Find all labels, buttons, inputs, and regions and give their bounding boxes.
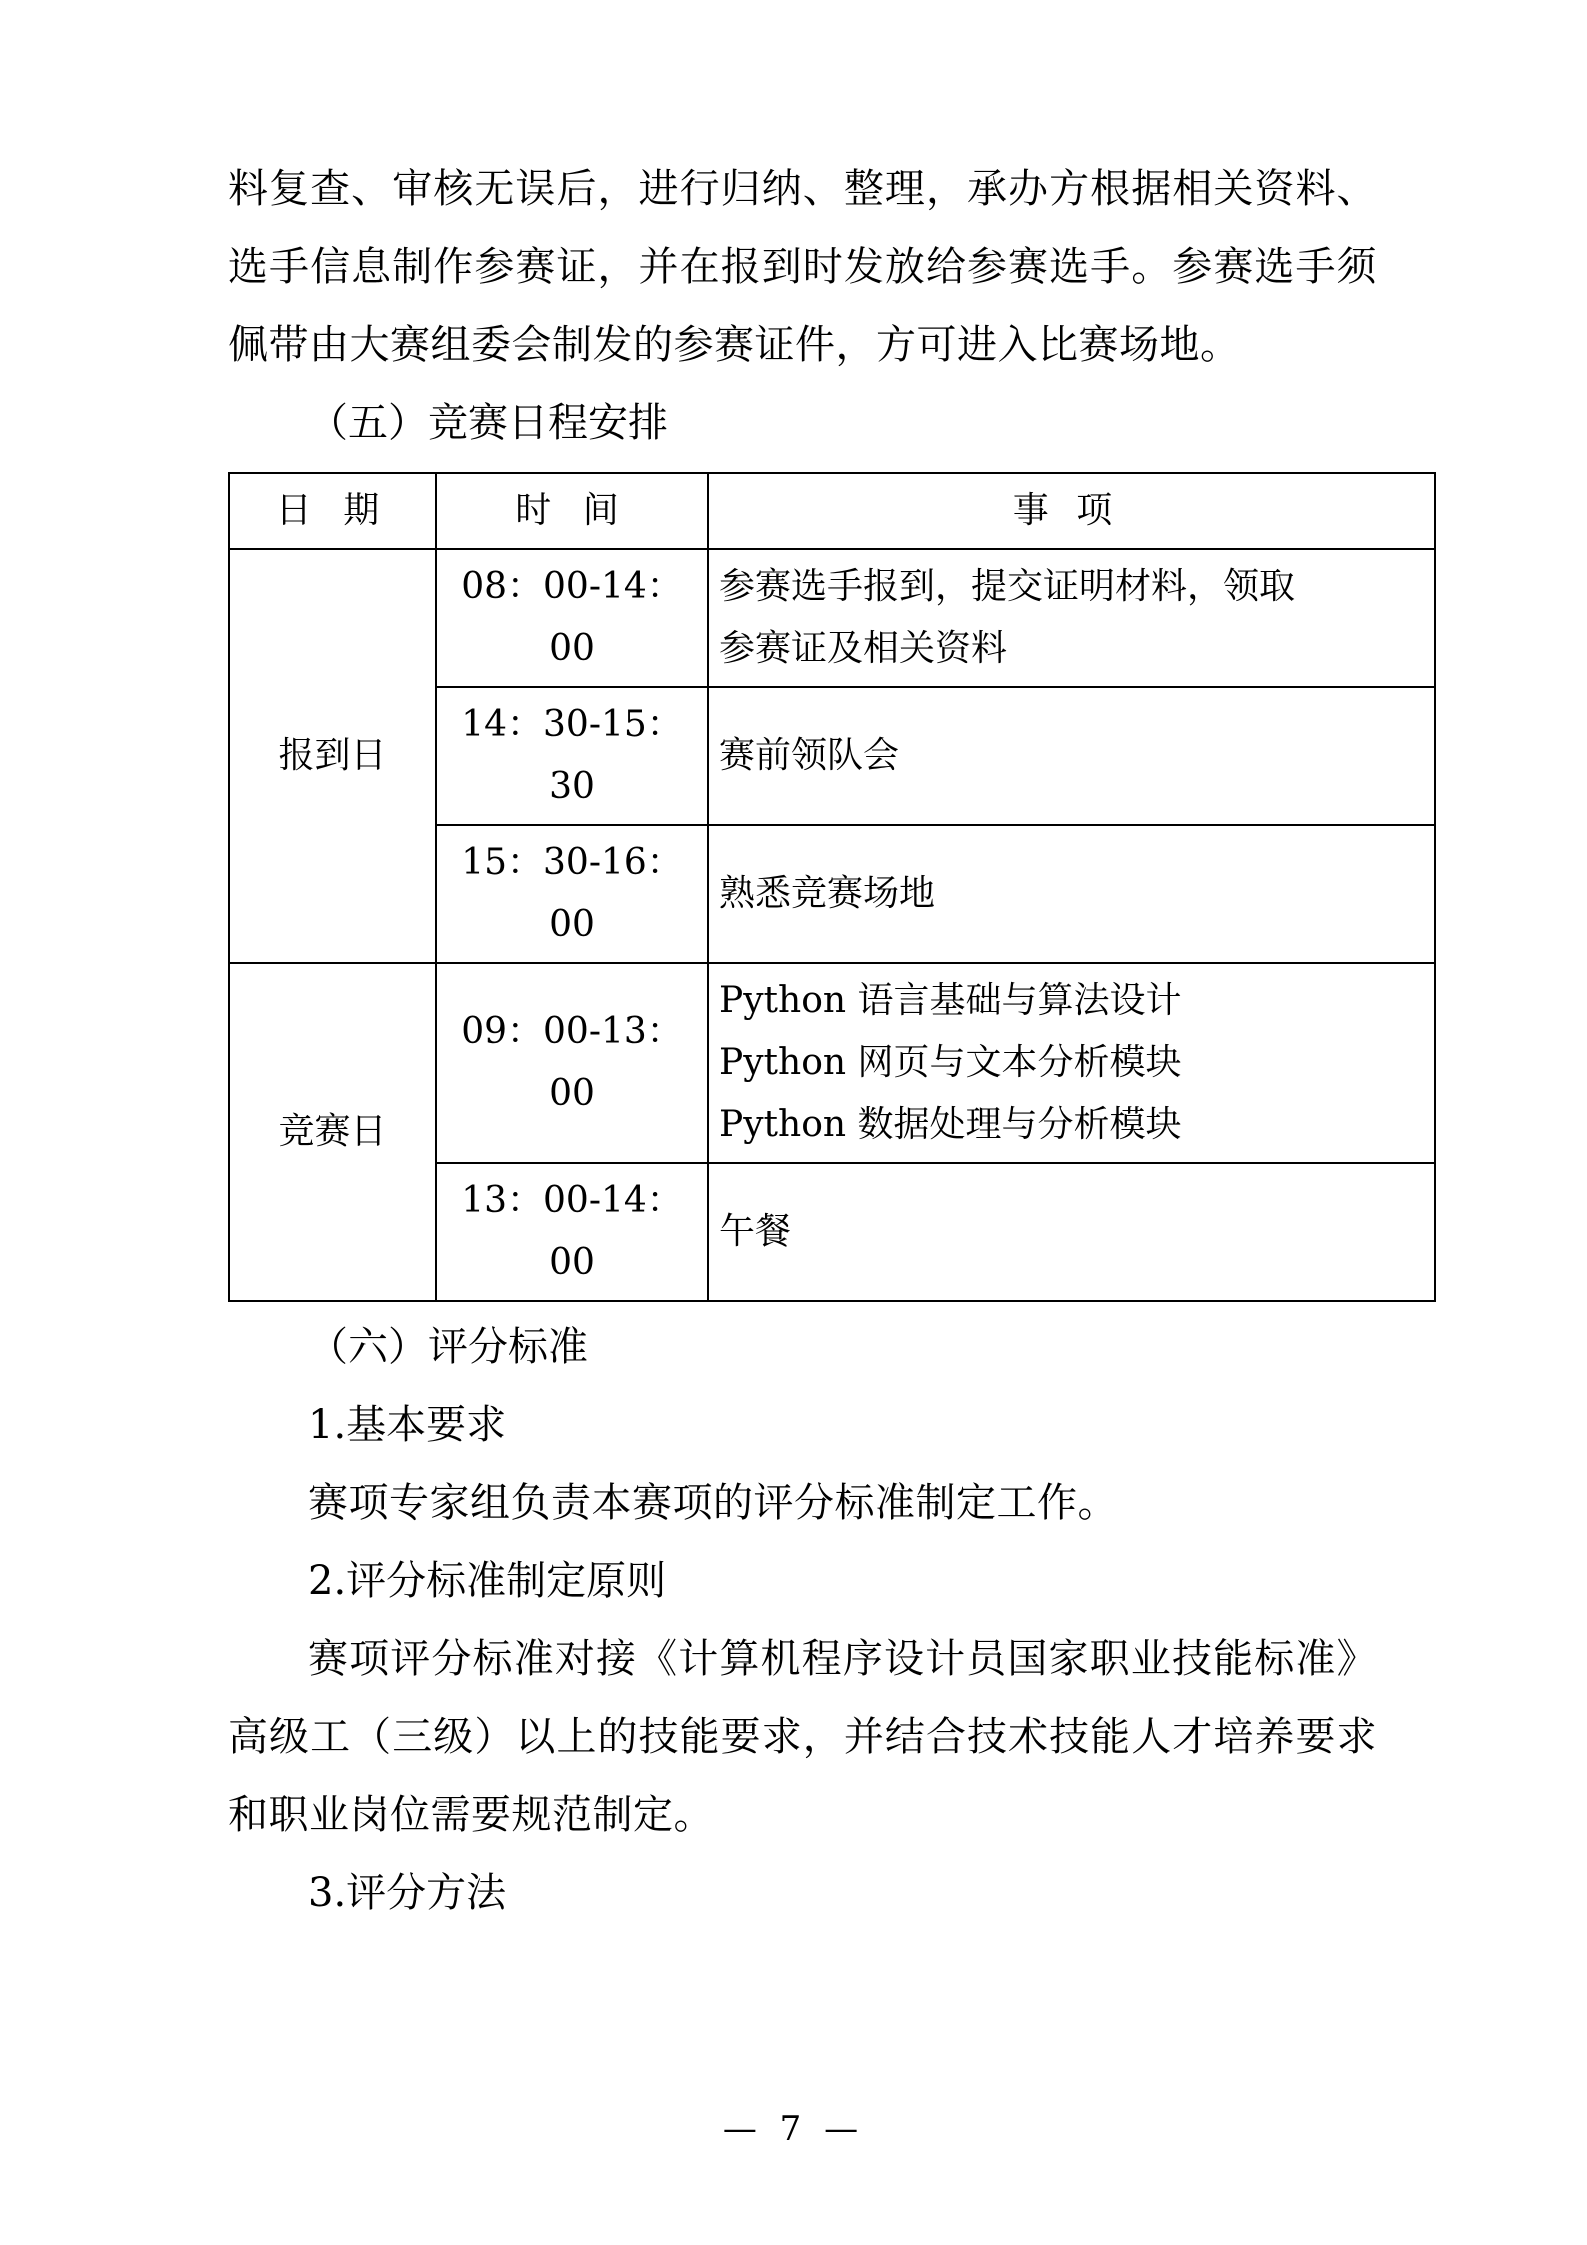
- table-header-row: [229, 473, 1435, 549]
- table-cell-date-competition: 竞赛日: [229, 963, 436, 1301]
- table-cell-item: 午餐: [708, 1163, 1435, 1301]
- subsection-heading-2: 2.评分标准制定原则: [308, 1558, 667, 1604]
- table-cell-item: [708, 549, 1435, 687]
- page-number: — 7 —: [722, 2109, 865, 2149]
- section-heading-five: （五）竞赛日程安排: [308, 400, 668, 446]
- table-cell-item: 熟悉竞赛场地: [708, 825, 1435, 963]
- table-header-time: 时 间: [436, 473, 708, 549]
- table-cell-date-registration: 报到日: [229, 549, 436, 963]
- item-line: 参赛证及相关资料: [719, 628, 1008, 669]
- table-row: [229, 963, 1435, 1163]
- table-cell-time: 08：00-14：00: [436, 549, 708, 687]
- section-heading-six: （六）评分标准: [308, 1324, 588, 1370]
- table-row: [229, 549, 1435, 687]
- table-cell-time: 14：30-15：30: [436, 687, 708, 825]
- item-line: 参赛选手报到，提交证明材料，领取: [719, 566, 1296, 607]
- table-cell-item: 赛前领队会: [708, 687, 1435, 825]
- subsection-heading-1: 1.基本要求: [308, 1402, 507, 1448]
- table-cell-time: 09：00-13：00: [436, 963, 708, 1163]
- table-header-date: 日 期: [229, 473, 436, 549]
- schedule-table-wrapper: [228, 472, 1377, 1302]
- item-line: Python 数据处理与分析模块: [719, 1104, 1182, 1145]
- subsection-heading-3: 3.评分方法: [308, 1870, 507, 1916]
- table-cell-time: 13：00-14：00: [436, 1163, 708, 1301]
- item-line: Python 语言基础与算法设计: [719, 980, 1182, 1021]
- subsection-body-2: 赛项评分标准对接《计算机程序设计员国家职业技能标准》高级工（三级）以上的技能要求，并结合技术技能人才培养要求和职业岗位需要规范制定。: [228, 1636, 1377, 1838]
- table-header-item: 事 项: [708, 473, 1435, 549]
- schedule-table: [228, 472, 1436, 1302]
- table-cell-time: 15：30-16：00: [436, 825, 708, 963]
- subsection-body-1: 赛项专家组负责本赛项的评分标准制定工作。: [308, 1480, 1118, 1526]
- paragraph-continued: 料复查、审核无误后，进行归纳、整理，承办方根据相关资料、选手信息制作参赛证，并在报到时发放给参赛选手。参赛选手须佩带由大赛组委会制发的参赛证件，方可进入比赛场地。: [228, 166, 1377, 368]
- table-cell-item: [708, 963, 1435, 1163]
- item-line: Python 网页与文本分析模块: [719, 1042, 1182, 1083]
